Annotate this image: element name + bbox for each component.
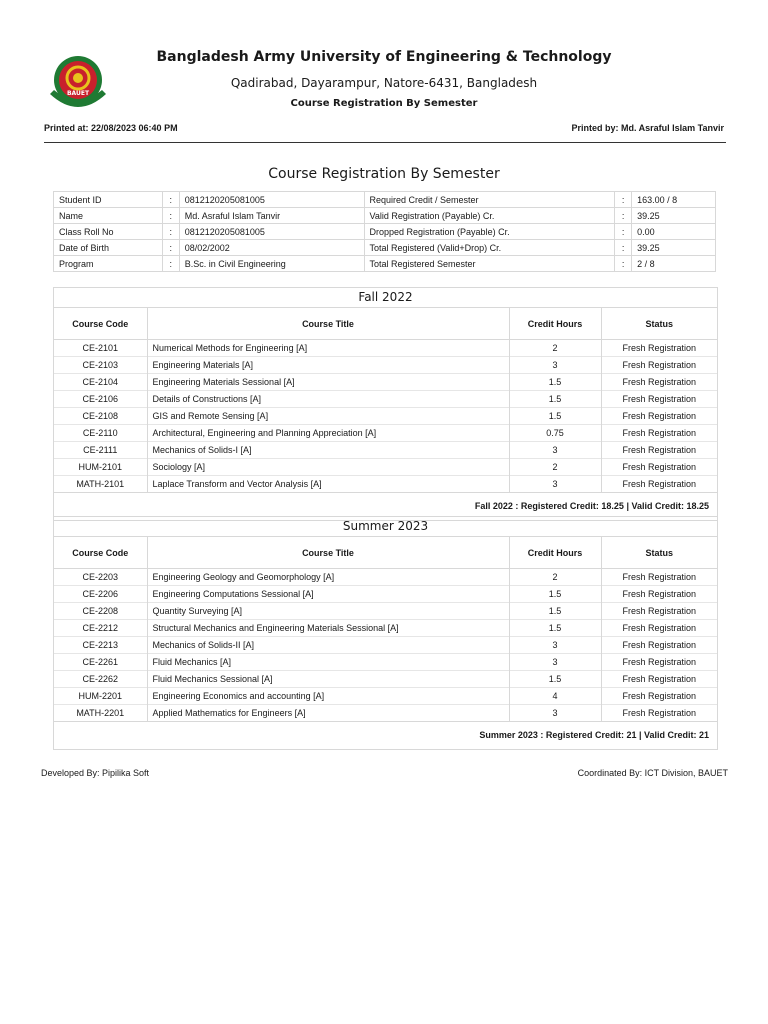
course-row — [54, 459, 717, 476]
course-code: CE-2101 — [54, 340, 147, 357]
course-status: Fresh Registration — [601, 442, 717, 459]
course-title: Structural Mechanics and Engineering Materials Sessional [A] — [147, 620, 509, 637]
course-credit: 3 — [509, 637, 601, 654]
course-status: Fresh Registration — [601, 391, 717, 408]
course-status: Fresh Registration — [601, 705, 717, 722]
info-label: Student ID — [54, 192, 163, 208]
column-header-title: Course Title — [147, 537, 509, 569]
course-code: CE-2213 — [54, 637, 147, 654]
course-title: Numerical Methods for Engineering [A] — [147, 340, 509, 357]
semester-summary: Summer 2023 : Registered Credit: 21 | Valid Credit: 21 — [54, 721, 717, 749]
course-title: Engineering Economics and accounting [A] — [147, 688, 509, 705]
course-status: Fresh Registration — [601, 459, 717, 476]
printed-at: Printed at: 22/08/2023 06:40 PM — [44, 123, 178, 133]
course-code: CE-2106 — [54, 391, 147, 408]
course-code: CE-2208 — [54, 603, 147, 620]
column-header-title: Course Title — [147, 308, 509, 340]
course-status: Fresh Registration — [601, 340, 717, 357]
course-title: Quantity Surveying [A] — [147, 603, 509, 620]
course-credit: 1.5 — [509, 671, 601, 688]
info-right-value: 163.00 / 8 — [632, 192, 716, 208]
column-header-code: Course Code — [54, 537, 147, 569]
info-colon: : — [162, 240, 179, 256]
course-header-row — [54, 537, 717, 569]
course-credit: 1.5 — [509, 391, 601, 408]
coordinated-by: Coordinated By: ICT Division, BAUET — [577, 768, 728, 778]
column-header-credit: Credit Hours — [509, 537, 601, 569]
info-right-label: Total Registered (Valid+Drop) Cr. — [364, 240, 615, 256]
course-row — [54, 442, 717, 459]
course-status: Fresh Registration — [601, 620, 717, 637]
course-status: Fresh Registration — [601, 357, 717, 374]
course-status: Fresh Registration — [601, 671, 717, 688]
course-credit: 1.5 — [509, 408, 601, 425]
developed-by: Developed By: Pipilika Soft — [41, 768, 150, 778]
course-title: Applied Mathematics for Engineers [A] — [147, 705, 509, 722]
column-header-code: Course Code — [54, 308, 147, 340]
course-row — [54, 569, 717, 586]
course-credit: 4 — [509, 688, 601, 705]
info-right-label: Dropped Registration (Payable) Cr. — [364, 224, 615, 240]
course-status: Fresh Registration — [601, 688, 717, 705]
semester-summary: Fall 2022 : Registered Credit: 18.25 | Valid Credit: 18.25 — [54, 492, 717, 520]
course-title: Engineering Geology and Geomorphology [A] — [147, 569, 509, 586]
course-row — [54, 671, 717, 688]
info-right-value: 0.00 — [632, 224, 716, 240]
info-right-label: Valid Registration (Payable) Cr. — [364, 208, 615, 224]
info-label: Program — [54, 256, 163, 272]
info-row — [54, 240, 716, 256]
course-title: Fluid Mechanics Sessional [A] — [147, 671, 509, 688]
course-status: Fresh Registration — [601, 425, 717, 442]
course-code: MATH-2101 — [54, 476, 147, 493]
semester-section — [53, 516, 718, 750]
info-row — [54, 256, 716, 272]
course-code: CE-2110 — [54, 425, 147, 442]
course-title: Engineering Materials Sessional [A] — [147, 374, 509, 391]
course-credit: 3 — [509, 442, 601, 459]
info-colon: : — [615, 240, 632, 256]
info-right-value: 2 / 8 — [632, 256, 716, 272]
course-row — [54, 476, 717, 493]
course-row — [54, 586, 717, 603]
semester-title: Fall 2022 — [54, 288, 717, 308]
info-colon: : — [615, 192, 632, 208]
course-status: Fresh Registration — [601, 374, 717, 391]
course-code: CE-2108 — [54, 408, 147, 425]
course-title: Sociology [A] — [147, 459, 509, 476]
course-code: HUM-2201 — [54, 688, 147, 705]
logo-text: BAUET — [66, 90, 90, 97]
course-row — [54, 340, 717, 357]
course-title: GIS and Remote Sensing [A] — [147, 408, 509, 425]
course-row — [54, 603, 717, 620]
course-status: Fresh Registration — [601, 637, 717, 654]
column-header-status: Status — [601, 537, 717, 569]
course-row — [54, 408, 717, 425]
course-credit: 3 — [509, 357, 601, 374]
info-colon: : — [615, 224, 632, 240]
course-status: Fresh Registration — [601, 569, 717, 586]
info-value: 08/02/2002 — [179, 240, 364, 256]
course-table — [54, 308, 717, 492]
printed-by: Printed by: Md. Asraful Islam Tanvir — [571, 123, 724, 133]
course-table — [54, 537, 717, 721]
info-right-value: 39.25 — [632, 240, 716, 256]
course-code: CE-2206 — [54, 586, 147, 603]
course-credit: 2 — [509, 569, 601, 586]
info-colon: : — [162, 256, 179, 272]
course-row — [54, 425, 717, 442]
course-credit: 3 — [509, 705, 601, 722]
info-right-label: Total Registered Semester — [364, 256, 615, 272]
info-value: B.Sc. in Civil Engineering — [179, 256, 364, 272]
course-title: Mechanics of Solids-II [A] — [147, 637, 509, 654]
course-code: CE-2104 — [54, 374, 147, 391]
course-title: Details of Constructions [A] — [147, 391, 509, 408]
course-row — [54, 391, 717, 408]
course-title: Engineering Computations Sessional [A] — [147, 586, 509, 603]
course-code: CE-2261 — [54, 654, 147, 671]
course-code: CE-2203 — [54, 569, 147, 586]
info-label: Name — [54, 208, 163, 224]
course-status: Fresh Registration — [601, 586, 717, 603]
semester-section — [53, 287, 718, 521]
info-row — [54, 224, 716, 240]
course-code: CE-2111 — [54, 442, 147, 459]
report-subtitle: Course Registration By Semester — [290, 98, 478, 109]
course-credit: 2 — [509, 340, 601, 357]
student-info-table — [53, 191, 716, 272]
info-value: Md. Asraful Islam Tanvir — [179, 208, 364, 224]
course-title: Mechanics of Solids-I [A] — [147, 442, 509, 459]
info-label: Date of Birth — [54, 240, 163, 256]
course-code: MATH-2201 — [54, 705, 147, 722]
course-status: Fresh Registration — [601, 603, 717, 620]
course-credit: 1.5 — [509, 374, 601, 391]
course-row — [54, 620, 717, 637]
course-credit: 3 — [509, 654, 601, 671]
info-row — [54, 192, 716, 208]
course-row — [54, 637, 717, 654]
info-colon: : — [162, 208, 179, 224]
course-credit: 1.5 — [509, 586, 601, 603]
course-code: CE-2103 — [54, 357, 147, 374]
course-status: Fresh Registration — [601, 476, 717, 493]
course-credit: 3 — [509, 476, 601, 493]
column-header-credit: Credit Hours — [509, 308, 601, 340]
course-code: CE-2262 — [54, 671, 147, 688]
course-credit: 0.75 — [509, 425, 601, 442]
info-colon: : — [615, 208, 632, 224]
info-label: Class Roll No — [54, 224, 163, 240]
course-code: HUM-2101 — [54, 459, 147, 476]
course-code: CE-2212 — [54, 620, 147, 637]
course-title: Architectural, Engineering and Planning Appreciation [A] — [147, 425, 509, 442]
info-row — [54, 208, 716, 224]
course-status: Fresh Registration — [601, 408, 717, 425]
info-value: 0812120205081005 — [179, 224, 364, 240]
semester-title: Summer 2023 — [54, 517, 717, 537]
course-title: Engineering Materials [A] — [147, 357, 509, 374]
column-header-status: Status — [601, 308, 717, 340]
page-title: Course Registration By Semester — [268, 166, 500, 182]
info-right-label: Required Credit / Semester — [364, 192, 615, 208]
course-header-row — [54, 308, 717, 340]
header-divider — [44, 142, 726, 143]
info-colon: : — [162, 224, 179, 240]
course-row — [54, 374, 717, 391]
info-colon: : — [615, 256, 632, 272]
course-title: Laplace Transform and Vector Analysis [A] — [147, 476, 509, 493]
course-row — [54, 688, 717, 705]
university-name: Bangladesh Army University of Engineering & Technology — [156, 49, 612, 65]
course-row — [54, 357, 717, 374]
course-credit: 1.5 — [509, 620, 601, 637]
course-row — [54, 705, 717, 722]
university-address: Qadirabad, Dayarampur, Natore-6431, Bangladesh — [230, 76, 538, 90]
course-credit: 1.5 — [509, 603, 601, 620]
info-value: 0812120205081005 — [179, 192, 364, 208]
course-row — [54, 654, 717, 671]
course-status: Fresh Registration — [601, 654, 717, 671]
course-title: Fluid Mechanics [A] — [147, 654, 509, 671]
course-credit: 2 — [509, 459, 601, 476]
info-right-value: 39.25 — [632, 208, 716, 224]
info-colon: : — [162, 192, 179, 208]
